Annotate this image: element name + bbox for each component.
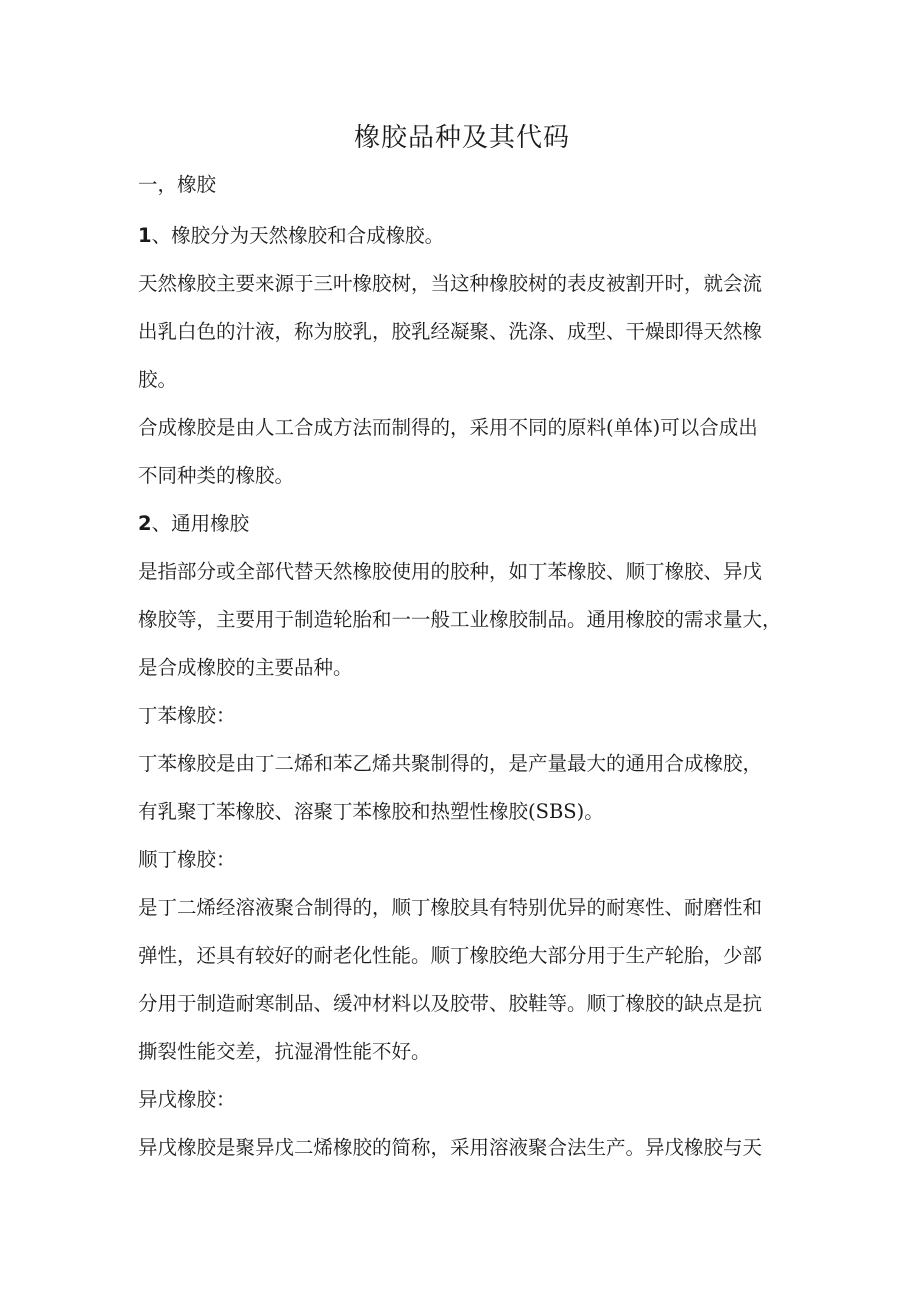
page-title: 橡胶品种及其代码 <box>353 123 570 153</box>
paragraph-line: 合成橡胶是由人工合成方法而制得的，采用不同的原料(单体)可以合成出 <box>138 416 758 439</box>
paragraph-line: 天然橡胶主要来源于三叶橡胶树，当这种橡胶树的表皮被割开时，就会流 <box>138 272 763 295</box>
paragraph-line: 有乳聚丁苯橡胶、溶聚丁苯橡胶和热塑性橡胶(SBS)。 <box>138 800 604 823</box>
paragraph-line: 橡胶等，主要用于制造轮胎和一一般工业橡胶制品。通用橡胶的需求量大， <box>138 608 782 631</box>
paragraph-line: 是丁二烯经溶液聚合制得的，顺丁橡胶具有特别优异的耐寒性、耐磨性和 <box>138 896 763 919</box>
paragraph-line: 不同种类的橡胶。 <box>138 464 295 487</box>
subheading-sbr: 丁苯橡胶： <box>138 704 236 727</box>
paragraph-line: 撕裂性能交差，抗湿滑性能不好。 <box>138 1040 431 1063</box>
section-heading-rubber: 一，橡胶 <box>138 173 217 196</box>
paragraph-line: 胶。 <box>138 368 178 391</box>
item-heading-rubber-types <box>138 220 786 252</box>
item-heading-text: 、橡胶分为天然橡胶和合成橡胶。 <box>151 224 445 247</box>
item-number: 2 <box>138 512 152 535</box>
paragraph-line: 异戊橡胶是聚异戊二烯橡胶的简称，采用溶液聚合法生产。异戊橡胶与天 <box>138 1136 763 1159</box>
paragraph-line: 分用于制造耐寒制品、缓冲材料以及胶带、胶鞋等。顺丁橡胶的缺点是抗 <box>138 992 763 1015</box>
paragraph-line: 是合成橡胶的主要品种。 <box>138 656 353 679</box>
paragraph-line: 弹性，还具有较好的耐老化性能。顺丁橡胶绝大部分用于生产轮胎，少部 <box>138 944 763 967</box>
item-heading-general-rubber <box>138 508 786 540</box>
subheading-br: 顺丁橡胶： <box>138 848 236 871</box>
paragraph-line: 是指部分或全部代替天然橡胶使用的胶种，如丁苯橡胶、顺丁橡胶、异戊 <box>138 560 763 583</box>
item-number: 1 <box>138 224 152 247</box>
subheading-ir: 异戊橡胶： <box>138 1088 236 1111</box>
paragraph-line: 丁苯橡胶是由丁二烯和苯乙烯共聚制得的，是产量最大的通用合成橡胶， <box>138 752 763 775</box>
paragraph-line: 出乳白色的汁液，称为胶乳，胶乳经凝聚、洗涤、成型、干燥即得天然橡 <box>138 320 763 343</box>
item-heading-text: 、通用橡胶 <box>151 512 250 535</box>
